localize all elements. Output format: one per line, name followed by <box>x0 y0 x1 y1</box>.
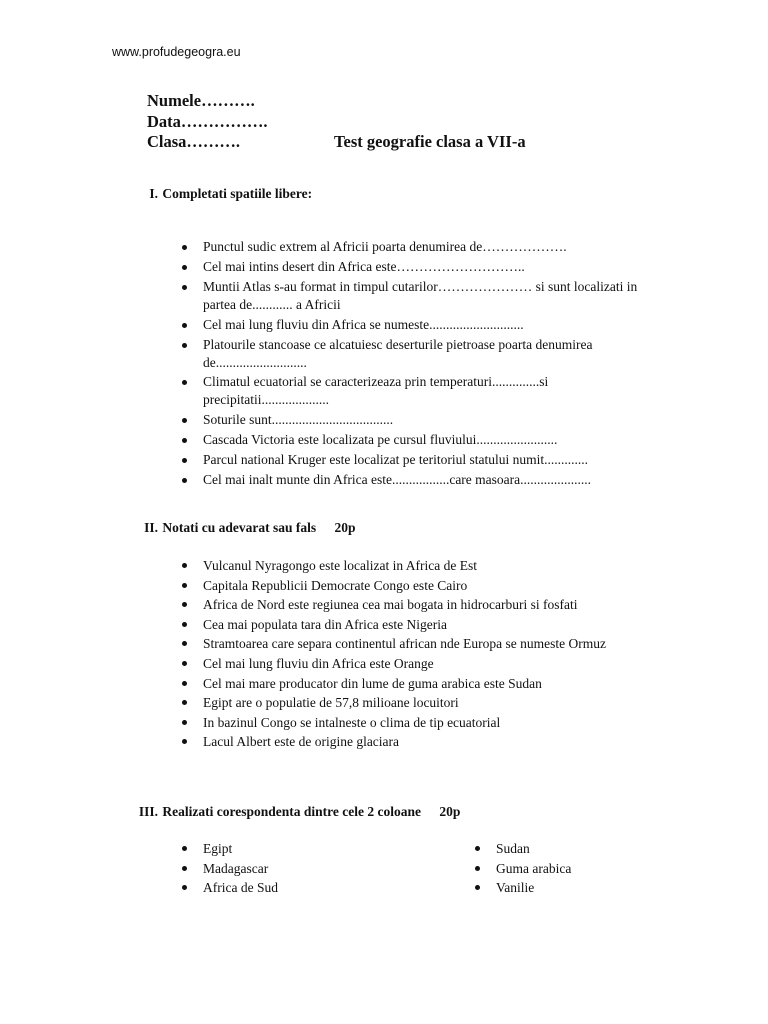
list-item: In bazinul Congo se intalneste o clima de tip ecuatorial <box>181 713 661 733</box>
list-item: Vulcanul Nyragongo este localizat in Africa de Est <box>181 556 661 576</box>
section-2-list <box>181 556 661 752</box>
list-item: Africa de Nord este regiunea cea mai bogata in hidrocarburi si fosfati <box>181 595 661 615</box>
section-2-number: II. <box>144 520 158 535</box>
section-1-number: I. <box>149 186 158 201</box>
section-3-points: 20p <box>439 804 461 819</box>
list-item: Lacul Albert este de origine glaciara <box>181 732 661 752</box>
list-item: Cascada Victoria este localizata pe cursul fluviului........................ <box>181 431 661 449</box>
section-2-heading: Notati cu adevarat sau fals <box>162 520 317 535</box>
worksheet-header <box>147 91 687 153</box>
list-item: Egipt <box>181 839 381 859</box>
list-item: Cel mai intins desert din Africa este……………………….. <box>181 258 661 276</box>
list-item: Cel mai mare producator din lume de guma arabica este Sudan <box>181 674 661 694</box>
list-item: Cel mai lung fluviu din Africa este Orange <box>181 654 661 674</box>
list-item: Stramtoarea care separa continentul african nde Europa se numeste Ormuz <box>181 634 661 654</box>
list-item: Platourile stancoase ce alcatuiesc deserturile pietroase poarta denumirea de........................... <box>181 336 661 372</box>
section-1-list <box>181 238 661 491</box>
list-item: Muntii Atlas s-au format in timpul cutarilor………………… si sunt localizati in partea de............ a Africii <box>181 278 661 314</box>
list-item: Vanilie <box>474 878 674 898</box>
list-item: Cea mai populata tara din Africa este Nigeria <box>181 615 661 635</box>
section-1-title <box>115 186 675 202</box>
list-item: Egipt are o populatie de 57,8 milioane locuitori <box>181 693 661 713</box>
list-item: Soturile sunt.................................... <box>181 411 661 429</box>
list-item: Guma arabica <box>474 859 674 879</box>
name-label: Numele………. <box>147 91 255 110</box>
list-item: Sudan <box>474 839 674 859</box>
section-2-title <box>115 520 675 536</box>
section-3-number: III. <box>138 804 158 819</box>
right-column-list <box>474 839 674 898</box>
date-line <box>147 112 687 133</box>
list-item: Cel mai inalt munte din Africa este.................care masoara..................... <box>181 471 661 489</box>
test-title: Test geografie clasa a VII-a <box>334 132 526 151</box>
class-label: Clasa………. <box>147 132 241 151</box>
list-item: Punctul sudic extrem al Africii poarta denumirea de………………. <box>181 238 661 256</box>
list-item: Climatul ecuatorial se caracterizeaza prin temperaturi..............si precipitatii.................... <box>181 373 661 409</box>
section-1-heading: Completati spatiile libere: <box>162 186 313 201</box>
class-line <box>147 132 687 153</box>
date-label: Data……………. <box>147 111 268 131</box>
list-item: Parcul national Kruger este localizat pe teritoriul statului numit............. <box>181 451 661 469</box>
list-item: Capitala Republicii Democrate Congo este Cairo <box>181 576 661 596</box>
left-column-list <box>181 839 381 898</box>
section-3-title <box>115 804 675 820</box>
list-item: Cel mai lung fluviu din Africa se numeste............................ <box>181 316 661 334</box>
section-2-points: 20p <box>334 520 356 535</box>
site-url: www.profudegeogra.eu <box>112 45 241 59</box>
name-line <box>147 91 687 112</box>
list-item: Africa de Sud <box>181 878 381 898</box>
section-3-heading: Realizati corespondenta dintre cele 2 coloane <box>162 804 421 819</box>
list-item: Madagascar <box>181 859 381 879</box>
